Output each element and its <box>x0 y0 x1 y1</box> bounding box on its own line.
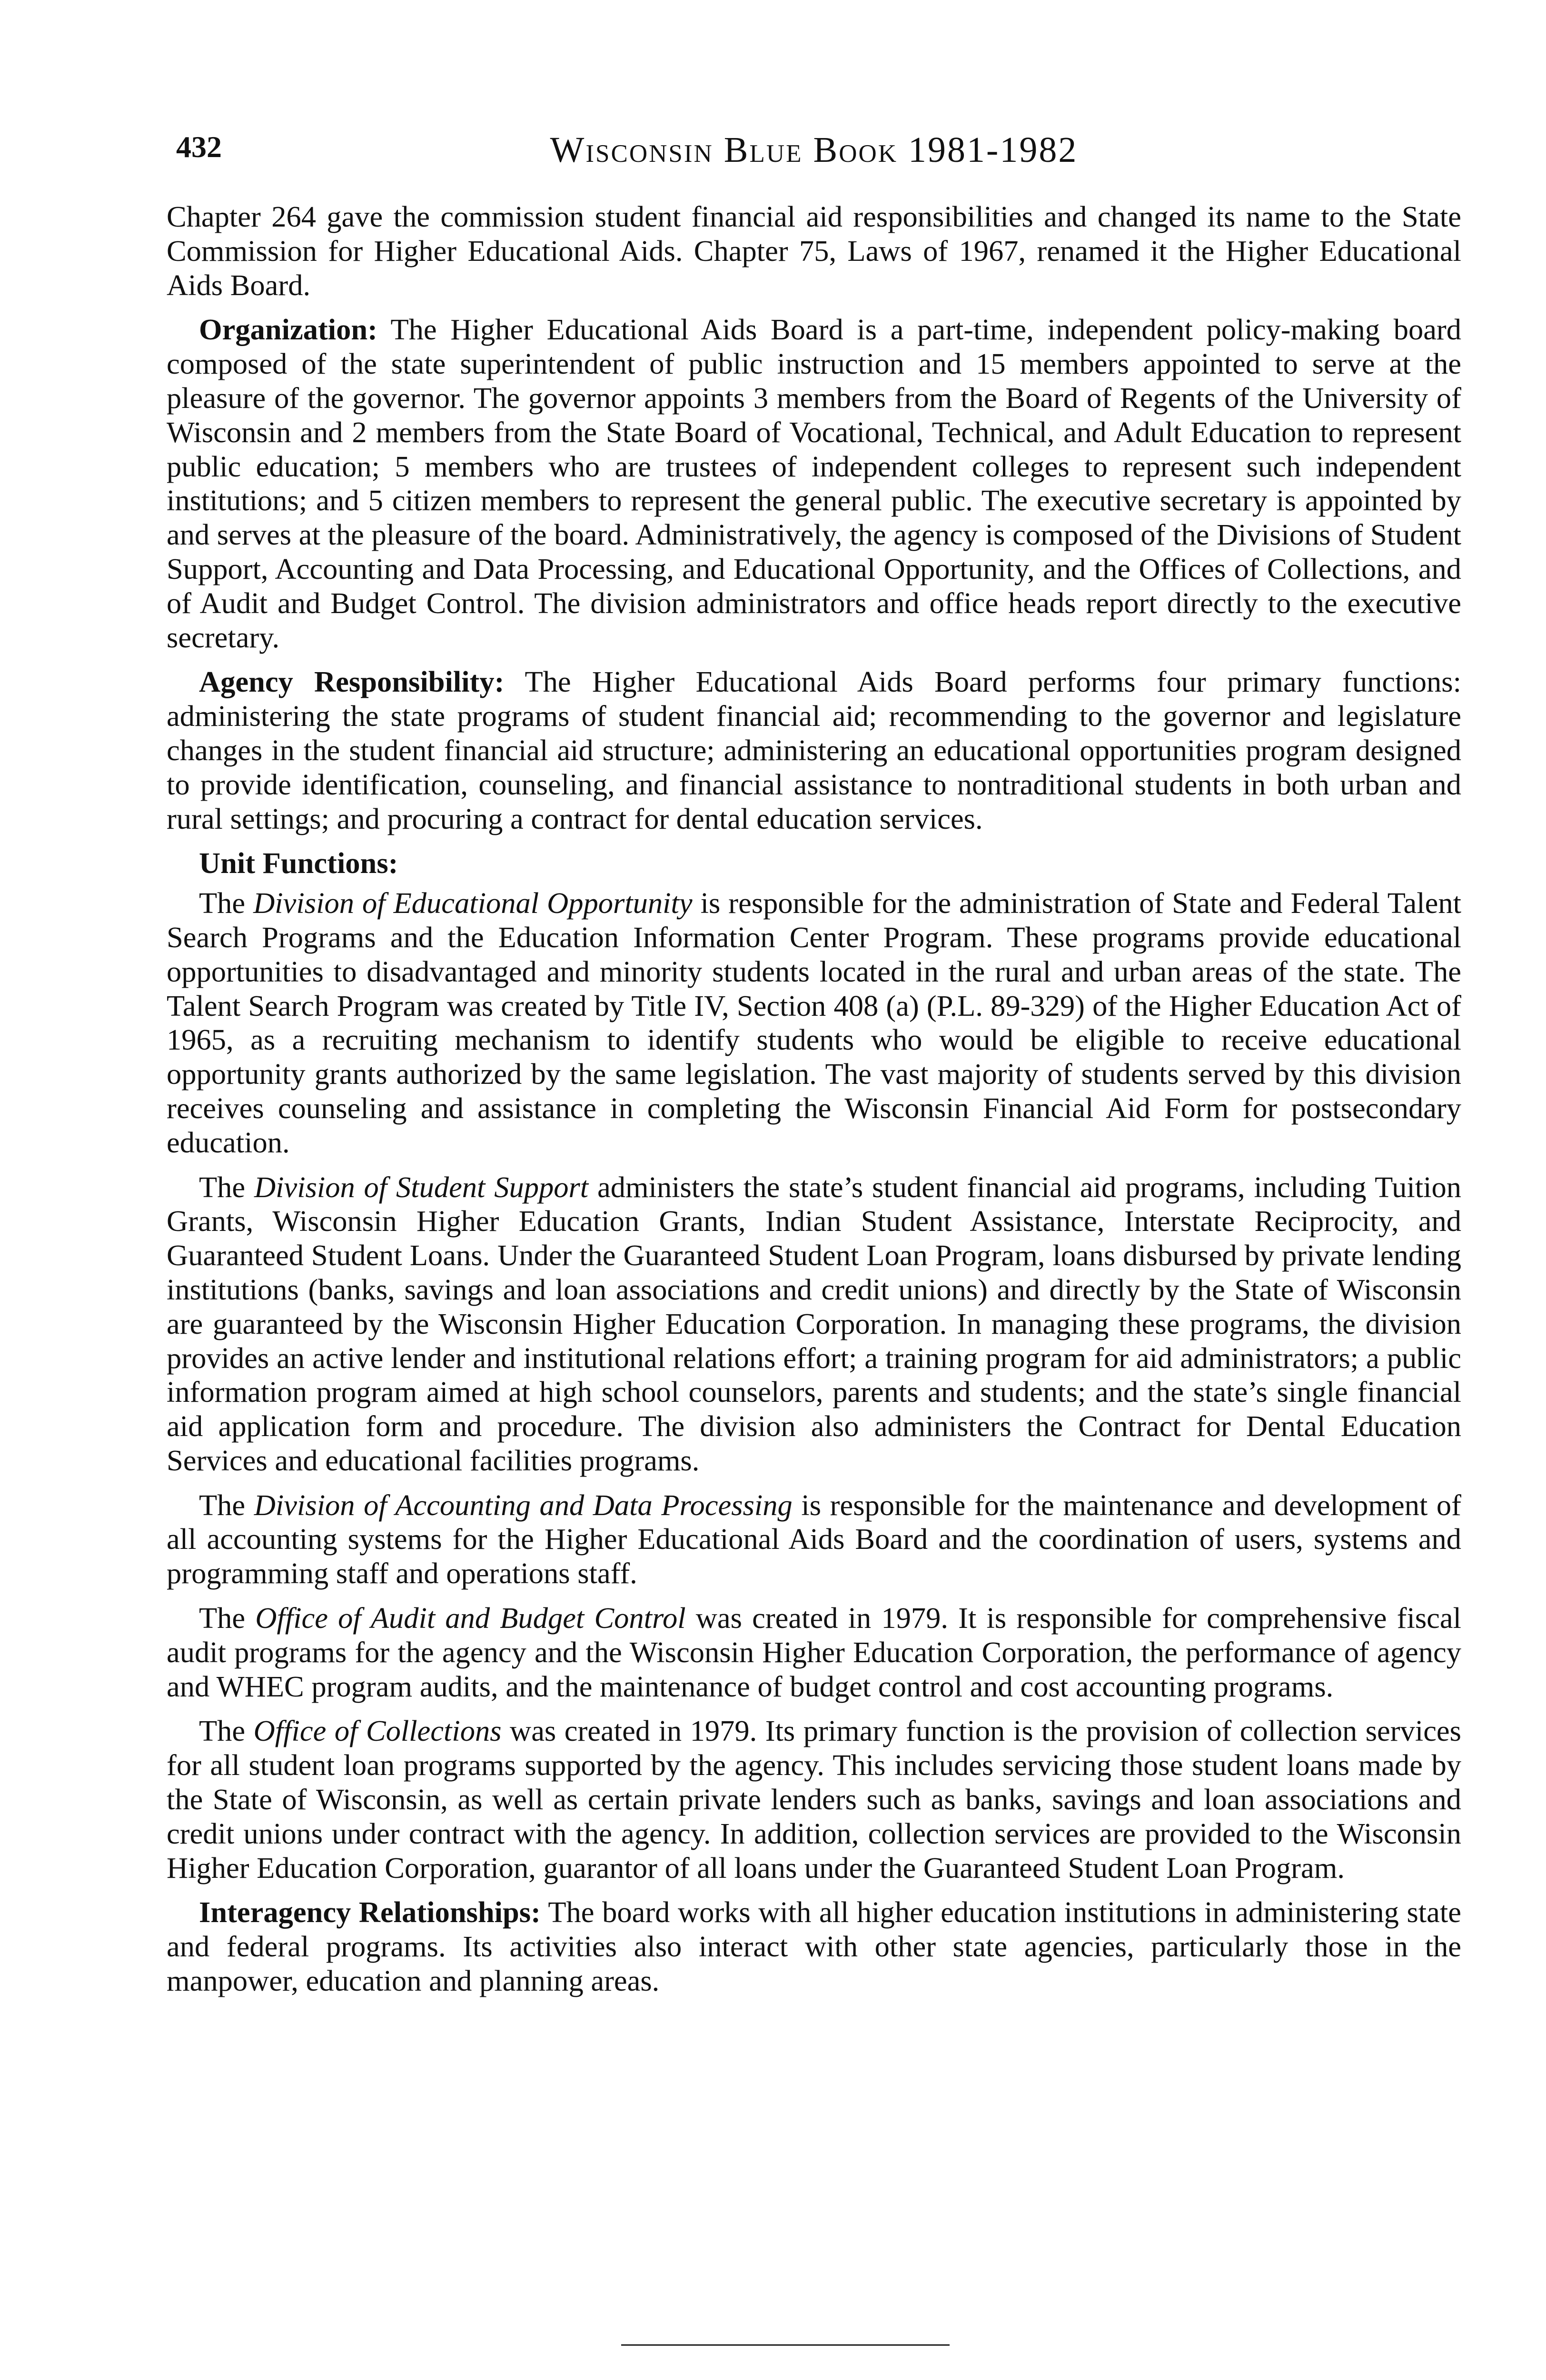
paragraph-educational-opportunity <box>167 886 1461 1160</box>
agency-responsibility-label: Agency Responsibility: <box>199 665 505 699</box>
section-end-rule <box>621 2344 950 2346</box>
audit-text: was created in 1979. It is responsible for comprehensive fiscal audit programs for the agency and the Wisconsin Higher Education Corporation, the performance of agency and WHEC program audits, and the maintenance of budget control and cost accounting programs. <box>167 1601 1461 1703</box>
audit-pre: The <box>199 1601 256 1635</box>
body-text <box>167 200 1461 2009</box>
paragraph-agency-responsibility <box>167 665 1461 836</box>
student-support-text: administers the state’s student financial aid programs, including Tuition Grants, Wisconsin Higher Education Grants, Indian Student Assistance, Interstate Reciprocity, and Guaranteed Student Loans. Under the Guaranteed Student Loan Program, loans disbursed by private lending institutions (banks, savings and loan associations and credit unions) and directly by the State of Wisconsin are guaranteed by the Wisconsin Higher Education Corporation. In managing these programs, the division provides an active lender and institutional relations effort; a training program for aid administrators; a public information program aimed at high school counselors, parents and students; and the state’s single financial aid application form and procedure. The division also administers the Contract for Dental Education Services and educational facilities programs. <box>167 1170 1461 1477</box>
accounting-name: Division of Accounting and Data Processing <box>254 1488 793 1522</box>
accounting-text: is responsible for the maintenance and development of all accounting systems for the Higher Educational Aids Board and the coordination of users, systems and programming staff and operations staff. <box>167 1488 1461 1590</box>
audit-name: Office of Audit and Budget Control <box>255 1601 686 1635</box>
collections-name: Office of Collections <box>253 1714 502 1748</box>
page-number: 432 <box>176 130 222 164</box>
paragraph-history <box>167 200 1461 302</box>
organization-text: The Higher Educational Aids Board is a part-time, independent policy-making board composed of the state superintendent of public instruction and 15 members appointed to serve at the pleasure of the governor. The governor appoints 3 members from the Board of Regents of the University of Wisconsin and 2 members from the State Board of Vocational, Technical, and Adult Education to represent public education; 5 members who are trustees of independent colleges to represent such independent institutions; and 5 citizen members to represent the general public. The executive secretary is appointed by and serves at the pleasure of the board. Administratively, the agency is composed of the Divisions of Student Support, Accounting and Data Processing, and Educational Opportunity, and the Offices of Collections, and of Audit and Budget Control. The division administrators and office heads report directly to the executive secretary. <box>167 313 1461 654</box>
running-title: Wisconsin Blue Book 1981-1982 <box>550 130 1078 170</box>
paragraph-accounting <box>167 1488 1461 1591</box>
educational-opportunity-name: Division of Educational Opportunity <box>253 886 693 920</box>
paragraph-history-text: Chapter 264 gave the commission student financial aid responsibilities and changed its name to the State Commission for Higher Educational Aids. Chapter 75, Laws of 1967, renamed it the Higher Educational Aids Board. <box>167 200 1461 302</box>
paragraph-audit <box>167 1601 1461 1704</box>
paragraph-collections <box>167 1714 1461 1885</box>
agency-responsibility-text: The Higher Educational Aids Board performs four primary functions: administering the state programs of student financial aid; recommending to the governor and legislature changes in the student financial aid structure; administering an educational opportunities program designed to provide identification, counseling, and financial assistance to nontraditional students in both urban and rural settings; and procuring a contract for dental education services. <box>167 665 1461 835</box>
educational-opportunity-text: is responsible for the administration of State and Federal Talent Search Programs and the Education Information Center Program. These programs provide educational opportunities to disadvantaged and minority students located in the rural and urban areas of the state. The Talent Search Program was created by Title IV, Section 408 (a) (P.L. 89-329) of the Higher Education Act of 1965, as a recruiting mechanism to identify students who would be eligible to receive educational opportunity grants authorized by the same legislation. The vast majority of students served by this division receives counseling and assistance in completing the Wisconsin Financial Aid Form for postsecondary education. <box>167 886 1461 1159</box>
student-support-pre: The <box>199 1170 254 1204</box>
page-header <box>171 125 1457 177</box>
educational-opportunity-pre: The <box>199 886 254 920</box>
paragraph-interagency <box>167 1895 1461 1998</box>
interagency-text: The board works with all higher education institutions in administering state and federal programs. Its activities also interact with other state agencies, particularly those in the manpower, education and planning areas. <box>167 1895 1462 1998</box>
collections-pre: The <box>199 1714 254 1748</box>
collections-text: was created in 1979. Its primary function is the provision of collection services for all student loan programs supported by the agency. This includes servicing those student loans made by the State of Wisconsin, as well as certain private lenders such as banks, savings and loan associations and credit unions under contract with the agency. In addition, collection services are provided to the Wisconsin Higher Education Corporation, guarantor of all loans under the Guaranteed Student Loan Program. <box>167 1714 1461 1884</box>
paragraph-organization <box>167 313 1461 654</box>
accounting-pre: The <box>199 1488 254 1522</box>
paragraph-student-support <box>167 1170 1461 1478</box>
unit-functions-heading: Unit Functions: <box>199 846 398 880</box>
student-support-name: Division of Student Support <box>254 1170 589 1204</box>
interagency-label: Interagency Relationships: <box>199 1895 541 1929</box>
organization-label: Organization: <box>199 313 377 347</box>
